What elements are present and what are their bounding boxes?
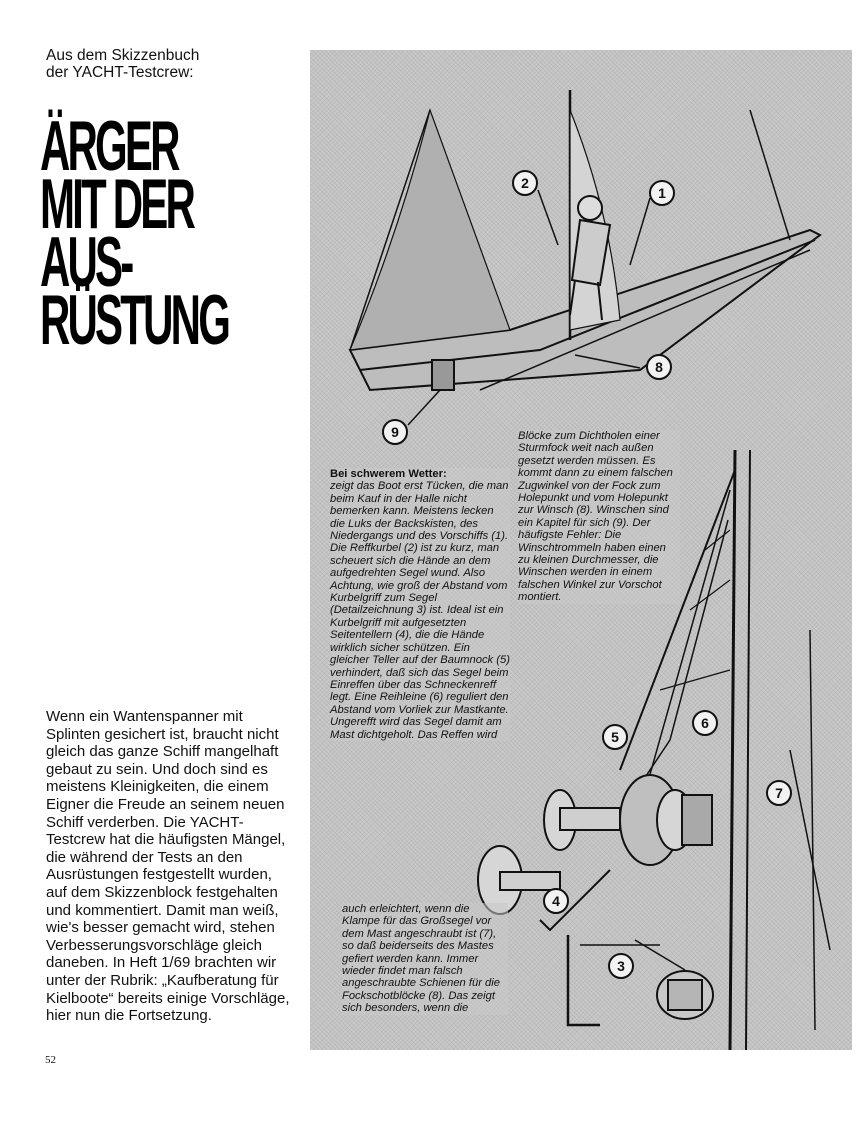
marker-5: 5 (602, 724, 628, 750)
marker-7: 7 (766, 780, 792, 806)
kicker (46, 47, 306, 81)
caption-heavy-weather (330, 468, 510, 741)
headline-line-2: MIT DER (40, 164, 194, 244)
caption-blocks: Blöcke zum Dichtholen einer Sturmfock weit nach außen gesetzt werden müssen. Es kommt dann zu einem falschen Zugwinkel von der Fock zum Holepunkt und vom Holepunkt zur Winsch (8). Winschen sind ein Kapitel für sich (9). Der häufigste Fehler: Die Winschtrommeln haben einen zu kleinen Durchmesser, die Winschen werden in einem falschen Winkel zur Vorschot montiert. (518, 430, 680, 604)
marker-9: 9 (382, 419, 408, 445)
marker-8: 8 (646, 354, 672, 380)
kicker-line-2: der YACHT-Testcrew: (46, 64, 194, 81)
headline-line-3: AUS- (40, 222, 132, 302)
headline-line-1: ÄRGER (40, 106, 178, 186)
headline-line-4: RÜSTUNG (40, 280, 229, 360)
illustration-panel (310, 50, 852, 1050)
marker-4: 4 (543, 888, 569, 914)
caption-continued: auch erleichtert, wenn die Klampe für das Großsegel vor dem Mast angeschraubt ist (7), so daß beiderseits des Mastes gefiert werden kann. Immer wieder findet man falsch angeschraubte Schienen für die Fockschotblöcke (8). Das zeigt sich besonders, wenn die (342, 903, 508, 1015)
intro-paragraph: Wenn ein Wantenspanner mit Splinten gesichert ist, braucht nicht gleich das ganze Schiff mangelhaft gebaut zu sein. Und doch sind es meistens Kleinigkeiten, die einem Eigner die Freude an seinem neuen Schiff verderben. Die YACHT-Testcrew hat die häufigsten Mängel, die während der Tests an den Ausrüstungen festgestellt wurden, auf dem Skizzenblock festgehalten und kommentiert. Damit man weiß, wie's besser gemacht wird, stehen Verbesserungsvorschläge gleich daneben. In Heft 1/69 brachten wir unter der Rubrik: „Kaufberatung für Kielboote“ bereits einige Vorschläge, hier nun die Fortsetzung. (46, 708, 290, 1025)
marker-2: 2 (512, 170, 538, 196)
headline (40, 106, 305, 360)
kicker-line-1: Aus dem Skizzenbuch (46, 47, 200, 64)
marker-6: 6 (692, 710, 718, 736)
caption-heavy-weather-lead: Bei schwerem Wetter: (330, 468, 447, 480)
marker-1: 1 (649, 180, 675, 206)
caption-heavy-weather-text: zeigt das Boot erst Tücken, die man beim Kauf in der Halle nicht bemerken kann. Meistens lecken die Luks der Backskisten, des Niedergangs und des Vorschiffs (1). Die Reffkurbel (2) ist zu kurz, man scheuert sich die Hände an dem aufgedrehten Segel wund. Also Achtung, wie groß der Abstand vom Kurbelgriff zum Segel (Detailzeichnung 3) ist. Ideal ist ein Kurbelgriff mit aufgesetzten Seitentellern (4), die die Hände wirklich sicher schützen. Ein gleicher Teller auf der Baumnock (5) verhindert, daß sich das Segel beim Einreffen über das Schneckenreff legt. Eine Reihleine (6) reguliert den Abstand vom Vorliek zur Mastkante. Ungerefft wird das Segel damit am Mast dichtgeholt. Das Reffen wird (330, 480, 510, 741)
page-number: 52 (45, 1054, 56, 1066)
marker-3: 3 (608, 953, 634, 979)
